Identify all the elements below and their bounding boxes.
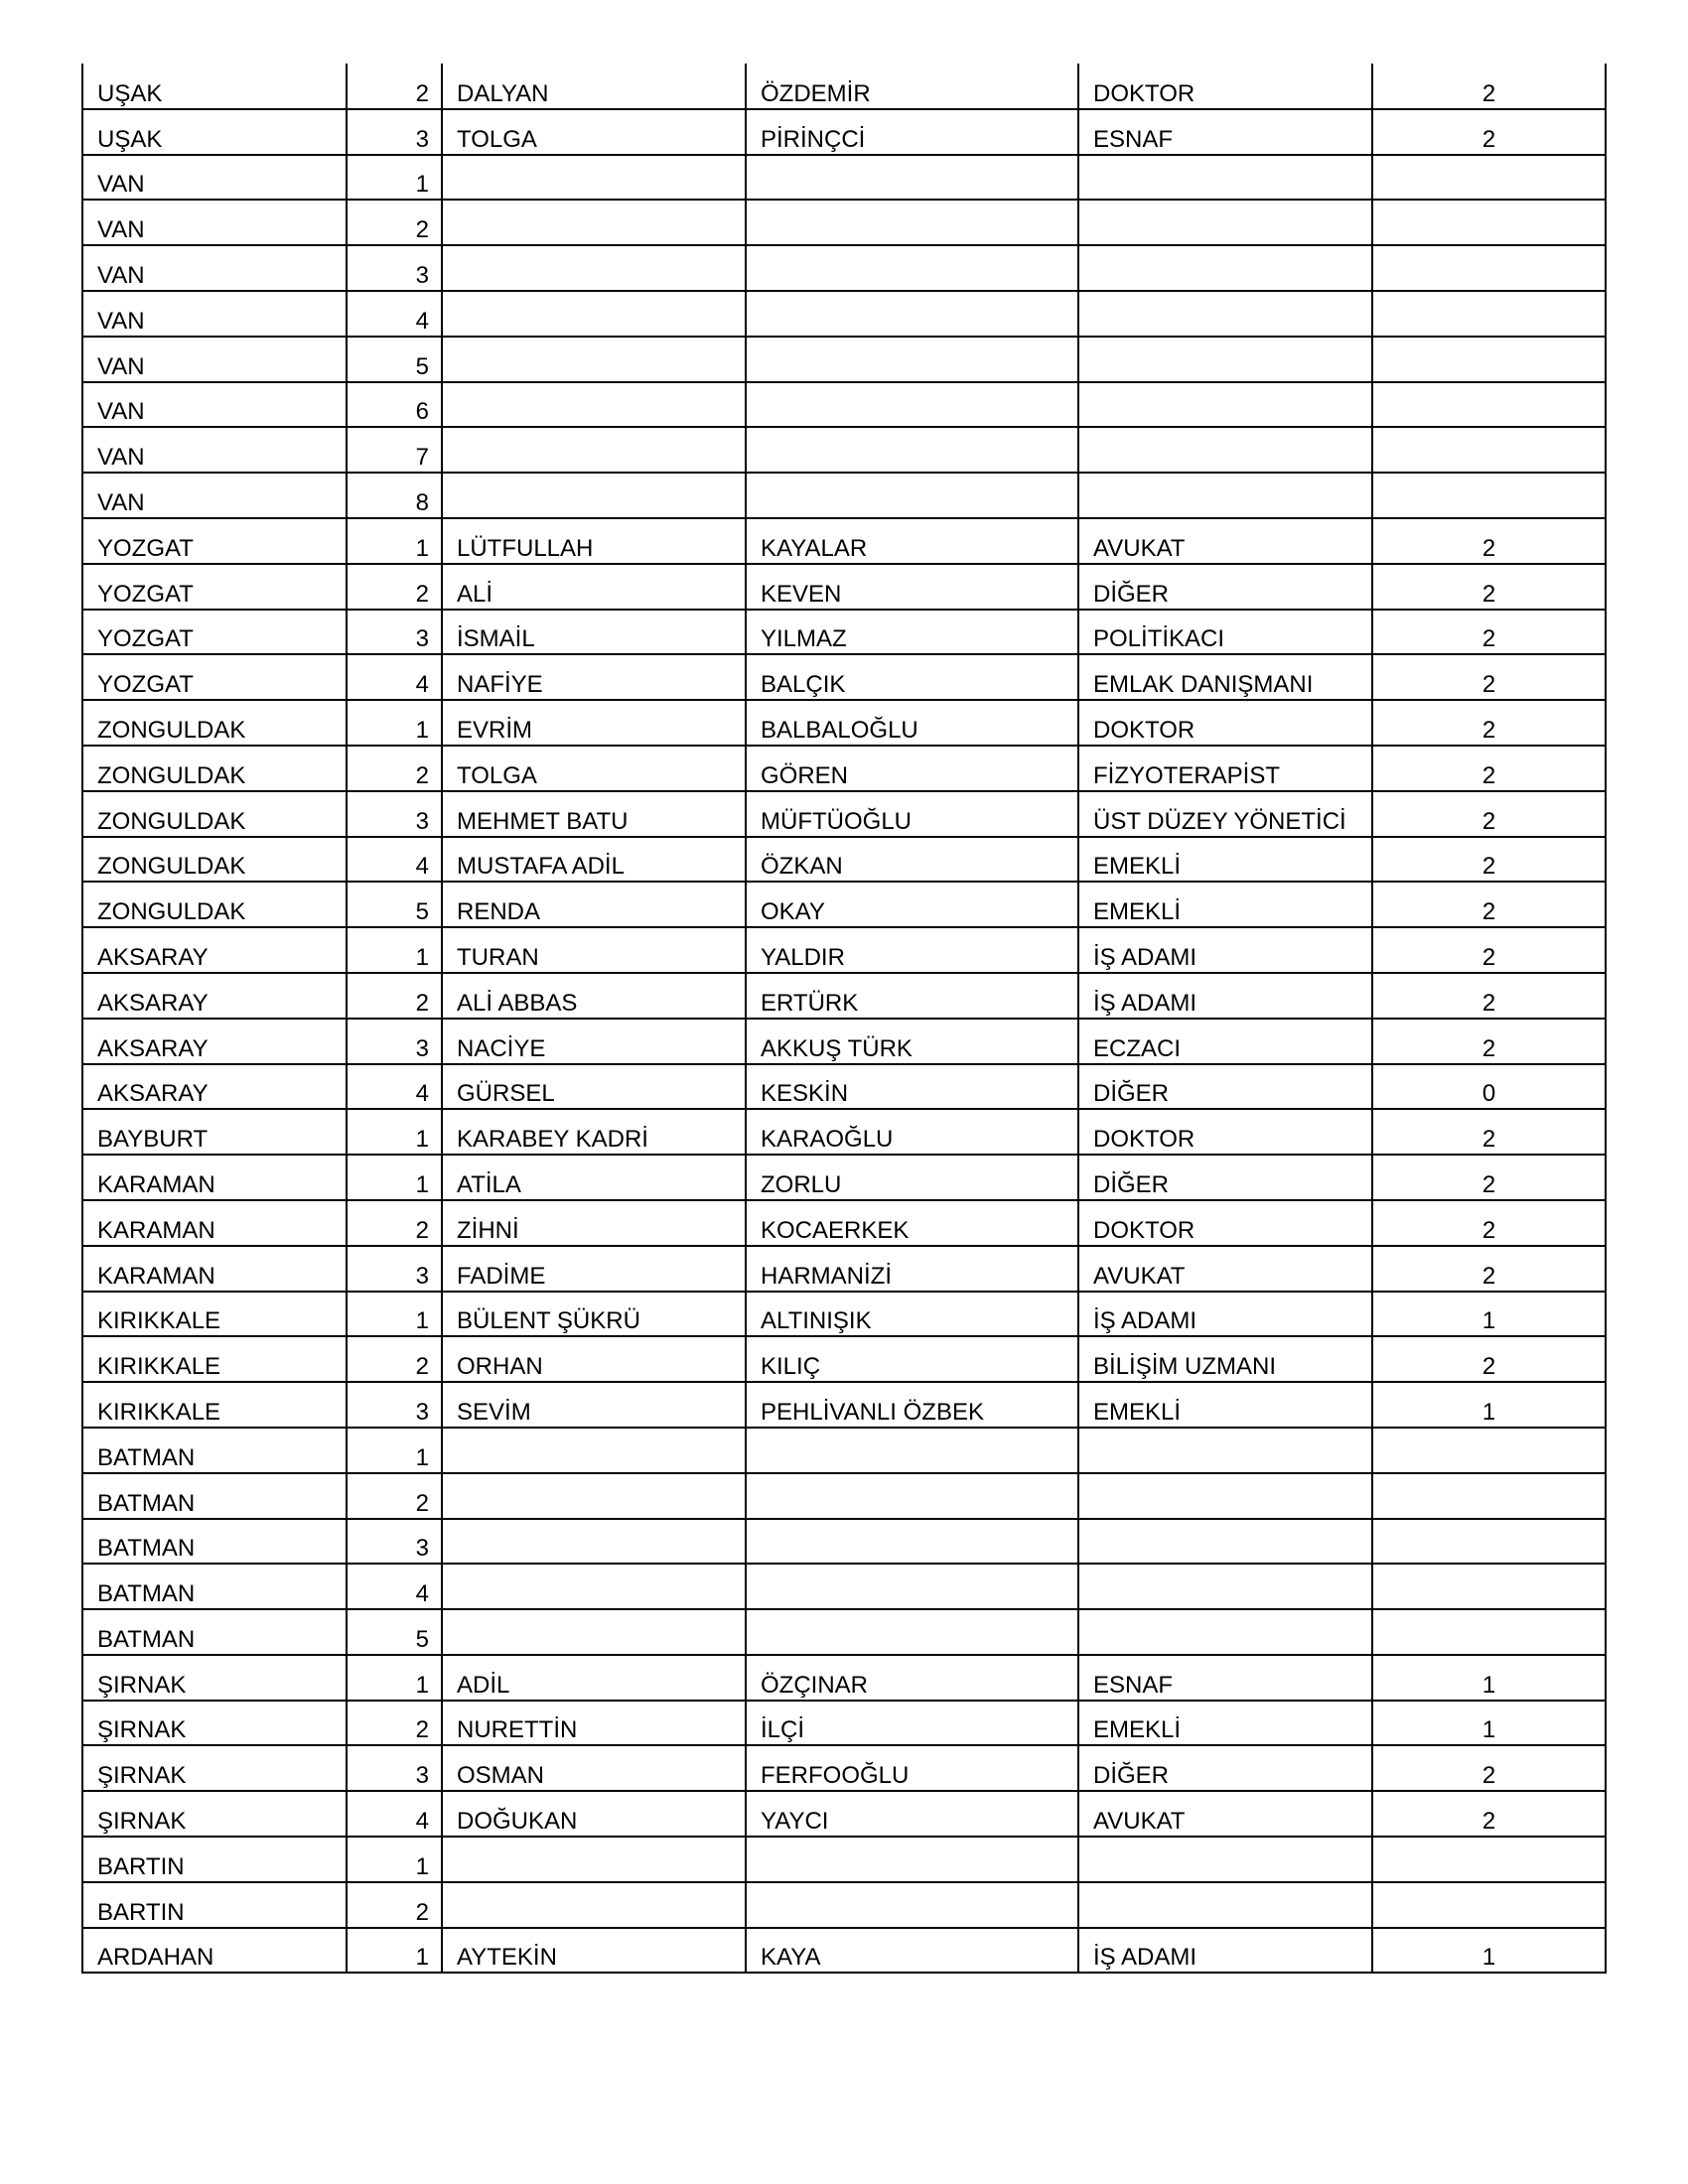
province-cell: VAN xyxy=(82,473,347,518)
surname-cell: KARAOĞLU xyxy=(746,1109,1078,1155)
surname-cell: ÖZDEMİR xyxy=(746,64,1078,109)
order-number-cell: 3 xyxy=(347,1745,442,1791)
first-name-cell: İSMAİL xyxy=(442,610,746,655)
order-number-cell: 1 xyxy=(347,1292,442,1337)
order-number-cell: 2 xyxy=(347,200,442,245)
order-number-cell: 2 xyxy=(347,1336,442,1382)
value-cell: 2 xyxy=(1372,973,1606,1019)
first-name-cell: TOLGA xyxy=(442,746,746,791)
table-row xyxy=(82,654,1606,700)
occupation-cell: İŞ ADAMI xyxy=(1078,973,1372,1019)
table-row xyxy=(82,109,1606,155)
province-cell: VAN xyxy=(82,245,347,291)
occupation-cell: EMEKLİ xyxy=(1078,1382,1372,1428)
first-name-cell: BÜLENT ŞÜKRÜ xyxy=(442,1292,746,1337)
table-row xyxy=(82,564,1606,610)
first-name-cell xyxy=(442,337,746,382)
order-number-cell: 5 xyxy=(347,882,442,927)
value-cell xyxy=(1372,337,1606,382)
occupation-cell xyxy=(1078,1564,1372,1609)
occupation-cell: FİZYOTERAPİST xyxy=(1078,746,1372,791)
occupation-cell: DİĞER xyxy=(1078,1064,1372,1110)
first-name-cell: KARABEY KADRİ xyxy=(442,1109,746,1155)
occupation-cell xyxy=(1078,155,1372,201)
province-cell: UŞAK xyxy=(82,109,347,155)
order-number-cell: 1 xyxy=(347,1928,442,1974)
value-cell xyxy=(1372,427,1606,473)
table-row xyxy=(82,1564,1606,1609)
surname-cell: PİRİNÇCİ xyxy=(746,109,1078,155)
occupation-cell: EMEKLİ xyxy=(1078,1701,1372,1746)
order-number-cell: 2 xyxy=(347,1701,442,1746)
value-cell: 1 xyxy=(1372,1928,1606,1974)
province-cell: VAN xyxy=(82,337,347,382)
table-row xyxy=(82,927,1606,973)
order-number-cell: 3 xyxy=(347,109,442,155)
first-name-cell: RENDA xyxy=(442,882,746,927)
order-number-cell: 2 xyxy=(347,564,442,610)
surname-cell xyxy=(746,200,1078,245)
surname-cell: HARMANİZİ xyxy=(746,1246,1078,1292)
table-row xyxy=(82,1155,1606,1200)
table-row xyxy=(82,473,1606,518)
occupation-cell: AVUKAT xyxy=(1078,1246,1372,1292)
first-name-cell: ADİL xyxy=(442,1655,746,1701)
occupation-cell: EMEKLİ xyxy=(1078,837,1372,883)
occupation-cell: ESNAF xyxy=(1078,109,1372,155)
province-cell: BATMAN xyxy=(82,1428,347,1473)
occupation-cell: AVUKAT xyxy=(1078,518,1372,564)
surname-cell: BALÇIK xyxy=(746,654,1078,700)
first-name-cell: TOLGA xyxy=(442,109,746,155)
order-number-cell: 4 xyxy=(347,1064,442,1110)
order-number-cell: 4 xyxy=(347,1791,442,1837)
province-cell: KARAMAN xyxy=(82,1155,347,1200)
order-number-cell: 3 xyxy=(347,610,442,655)
first-name-cell: AYTEKİN xyxy=(442,1928,746,1974)
table-row xyxy=(82,1200,1606,1246)
first-name-cell: ZİHNİ xyxy=(442,1200,746,1246)
value-cell xyxy=(1372,1473,1606,1519)
province-cell: KIRIKKALE xyxy=(82,1382,347,1428)
first-name-cell: NAFİYE xyxy=(442,654,746,700)
first-name-cell xyxy=(442,1428,746,1473)
order-number-cell: 2 xyxy=(347,1200,442,1246)
value-cell: 2 xyxy=(1372,882,1606,927)
province-cell: ŞIRNAK xyxy=(82,1745,347,1791)
province-cell: AKSARAY xyxy=(82,973,347,1019)
first-name-cell: NACİYE xyxy=(442,1019,746,1064)
value-cell: 2 xyxy=(1372,654,1606,700)
province-cell: ZONGULDAK xyxy=(82,882,347,927)
table-row xyxy=(82,882,1606,927)
value-cell: 1 xyxy=(1372,1655,1606,1701)
surname-cell xyxy=(746,155,1078,201)
first-name-cell xyxy=(442,1837,746,1882)
occupation-cell xyxy=(1078,1519,1372,1565)
first-name-cell: NURETTİN xyxy=(442,1701,746,1746)
first-name-cell xyxy=(442,1519,746,1565)
province-cell: BATMAN xyxy=(82,1609,347,1655)
order-number-cell: 2 xyxy=(347,973,442,1019)
value-cell xyxy=(1372,245,1606,291)
value-cell xyxy=(1372,1837,1606,1882)
surname-cell: KILIÇ xyxy=(746,1336,1078,1382)
surname-cell xyxy=(746,1519,1078,1565)
table-row xyxy=(82,291,1606,337)
order-number-cell: 1 xyxy=(347,1109,442,1155)
surname-cell: ÖZÇINAR xyxy=(746,1655,1078,1701)
province-cell: YOZGAT xyxy=(82,564,347,610)
first-name-cell: ALİ xyxy=(442,564,746,610)
table-row xyxy=(82,1745,1606,1791)
surname-cell xyxy=(746,337,1078,382)
table-row xyxy=(82,1428,1606,1473)
order-number-cell: 4 xyxy=(347,291,442,337)
value-cell: 0 xyxy=(1372,1064,1606,1110)
table-row xyxy=(82,1928,1606,1974)
surname-cell xyxy=(746,1564,1078,1609)
occupation-cell: EMLAK DANIŞMANI xyxy=(1078,654,1372,700)
value-cell: 2 xyxy=(1372,64,1606,109)
surname-cell: YILMAZ xyxy=(746,610,1078,655)
province-cell: ZONGULDAK xyxy=(82,837,347,883)
surname-cell: ZORLU xyxy=(746,1155,1078,1200)
order-number-cell: 4 xyxy=(347,1564,442,1609)
table-row xyxy=(82,337,1606,382)
occupation-cell: İŞ ADAMI xyxy=(1078,927,1372,973)
value-cell xyxy=(1372,1519,1606,1565)
province-cell: VAN xyxy=(82,382,347,428)
order-number-cell: 1 xyxy=(347,1837,442,1882)
surname-cell: AKKUŞ TÜRK xyxy=(746,1019,1078,1064)
order-number-cell: 8 xyxy=(347,473,442,518)
province-cell: VAN xyxy=(82,427,347,473)
order-number-cell: 1 xyxy=(347,1655,442,1701)
occupation-cell xyxy=(1078,200,1372,245)
table-row xyxy=(82,200,1606,245)
table-row xyxy=(82,973,1606,1019)
value-cell: 2 xyxy=(1372,109,1606,155)
first-name-cell xyxy=(442,1473,746,1519)
table-row xyxy=(82,700,1606,746)
surname-cell: ERTÜRK xyxy=(746,973,1078,1019)
first-name-cell xyxy=(442,427,746,473)
table-row xyxy=(82,245,1606,291)
table-row xyxy=(82,1382,1606,1428)
order-number-cell: 2 xyxy=(347,1882,442,1928)
value-cell xyxy=(1372,155,1606,201)
province-cell: UŞAK xyxy=(82,64,347,109)
table-row xyxy=(82,837,1606,883)
surname-cell: KAYALAR xyxy=(746,518,1078,564)
value-cell: 2 xyxy=(1372,700,1606,746)
province-cell: KIRIKKALE xyxy=(82,1336,347,1382)
province-cell: YOZGAT xyxy=(82,610,347,655)
value-cell: 2 xyxy=(1372,1246,1606,1292)
occupation-cell: AVUKAT xyxy=(1078,1791,1372,1837)
surname-cell: OKAY xyxy=(746,882,1078,927)
value-cell: 2 xyxy=(1372,564,1606,610)
value-cell xyxy=(1372,1882,1606,1928)
order-number-cell: 5 xyxy=(347,337,442,382)
order-number-cell: 6 xyxy=(347,382,442,428)
table-row xyxy=(82,1064,1606,1110)
value-cell: 2 xyxy=(1372,927,1606,973)
order-number-cell: 1 xyxy=(347,1155,442,1200)
first-name-cell: ATİLA xyxy=(442,1155,746,1200)
occupation-cell xyxy=(1078,1882,1372,1928)
table-row xyxy=(82,746,1606,791)
province-cell: YOZGAT xyxy=(82,654,347,700)
value-cell xyxy=(1372,1609,1606,1655)
order-number-cell: 1 xyxy=(347,1428,442,1473)
first-name-cell: LÜTFULLAH xyxy=(442,518,746,564)
order-number-cell: 1 xyxy=(347,927,442,973)
table-row xyxy=(82,1701,1606,1746)
surname-cell xyxy=(746,1609,1078,1655)
value-cell: 2 xyxy=(1372,610,1606,655)
occupation-cell: DOKTOR xyxy=(1078,1200,1372,1246)
order-number-cell: 3 xyxy=(347,245,442,291)
surname-cell: MÜFTÜOĞLU xyxy=(746,791,1078,837)
value-cell xyxy=(1372,200,1606,245)
first-name-cell: DALYAN xyxy=(442,64,746,109)
value-cell: 1 xyxy=(1372,1382,1606,1428)
occupation-cell: İŞ ADAMI xyxy=(1078,1928,1372,1974)
surname-cell: FERFOOĞLU xyxy=(746,1745,1078,1791)
value-cell: 2 xyxy=(1372,837,1606,883)
order-number-cell: 5 xyxy=(347,1609,442,1655)
occupation-cell: BİLİŞİM UZMANI xyxy=(1078,1336,1372,1382)
table-row xyxy=(82,1609,1606,1655)
first-name-cell: GÜRSEL xyxy=(442,1064,746,1110)
value-cell: 2 xyxy=(1372,1745,1606,1791)
table-row xyxy=(82,155,1606,201)
order-number-cell: 2 xyxy=(347,746,442,791)
order-number-cell: 3 xyxy=(347,791,442,837)
value-cell: 1 xyxy=(1372,1701,1606,1746)
occupation-cell: POLİTİKACI xyxy=(1078,610,1372,655)
province-cell: ARDAHAN xyxy=(82,1928,347,1974)
order-number-cell: 1 xyxy=(347,518,442,564)
value-cell: 2 xyxy=(1372,1109,1606,1155)
surname-cell: YAYCI xyxy=(746,1791,1078,1837)
table-row xyxy=(82,1336,1606,1382)
first-name-cell: OSMAN xyxy=(442,1745,746,1791)
first-name-cell: TURAN xyxy=(442,927,746,973)
occupation-cell: DOKTOR xyxy=(1078,64,1372,109)
province-cell: BATMAN xyxy=(82,1519,347,1565)
first-name-cell: FADİME xyxy=(442,1246,746,1292)
first-name-cell xyxy=(442,382,746,428)
occupation-cell: ECZACI xyxy=(1078,1019,1372,1064)
value-cell: 2 xyxy=(1372,791,1606,837)
value-cell: 1 xyxy=(1372,1292,1606,1337)
province-cell: ŞIRNAK xyxy=(82,1655,347,1701)
first-name-cell: ORHAN xyxy=(442,1336,746,1382)
first-name-cell xyxy=(442,155,746,201)
surname-cell: BALBALOĞLU xyxy=(746,700,1078,746)
first-name-cell xyxy=(442,200,746,245)
occupation-cell xyxy=(1078,1837,1372,1882)
order-number-cell: 7 xyxy=(347,427,442,473)
table-row xyxy=(82,382,1606,428)
candidate-table-body xyxy=(82,64,1606,1973)
table-row xyxy=(82,518,1606,564)
occupation-cell: ÜST DÜZEY YÖNETİCİ xyxy=(1078,791,1372,837)
surname-cell: ALTINIŞIK xyxy=(746,1292,1078,1337)
value-cell: 2 xyxy=(1372,746,1606,791)
table-row xyxy=(82,1519,1606,1565)
value-cell xyxy=(1372,382,1606,428)
occupation-cell: İŞ ADAMI xyxy=(1078,1292,1372,1337)
first-name-cell: ALİ ABBAS xyxy=(442,973,746,1019)
occupation-cell: EMEKLİ xyxy=(1078,882,1372,927)
surname-cell xyxy=(746,1882,1078,1928)
surname-cell xyxy=(746,291,1078,337)
province-cell: BATMAN xyxy=(82,1473,347,1519)
order-number-cell: 1 xyxy=(347,155,442,201)
order-number-cell: 2 xyxy=(347,1473,442,1519)
value-cell xyxy=(1372,473,1606,518)
province-cell: BAYBURT xyxy=(82,1109,347,1155)
value-cell: 2 xyxy=(1372,1791,1606,1837)
first-name-cell xyxy=(442,1609,746,1655)
surname-cell: YALDIR xyxy=(746,927,1078,973)
first-name-cell: EVRİM xyxy=(442,700,746,746)
province-cell: BATMAN xyxy=(82,1564,347,1609)
surname-cell: GÖREN xyxy=(746,746,1078,791)
order-number-cell: 4 xyxy=(347,654,442,700)
province-cell: BARTIN xyxy=(82,1837,347,1882)
first-name-cell: MUSTAFA ADİL xyxy=(442,837,746,883)
table-row xyxy=(82,1292,1606,1337)
order-number-cell: 1 xyxy=(347,700,442,746)
occupation-cell xyxy=(1078,337,1372,382)
province-cell: ZONGULDAK xyxy=(82,791,347,837)
table-row xyxy=(82,1019,1606,1064)
order-number-cell: 3 xyxy=(347,1519,442,1565)
order-number-cell: 2 xyxy=(347,64,442,109)
occupation-cell: DİĞER xyxy=(1078,564,1372,610)
province-cell: KIRIKKALE xyxy=(82,1292,347,1337)
province-cell: ŞIRNAK xyxy=(82,1701,347,1746)
surname-cell xyxy=(746,1473,1078,1519)
value-cell xyxy=(1372,1564,1606,1609)
occupation-cell: DOKTOR xyxy=(1078,700,1372,746)
surname-cell: KESKİN xyxy=(746,1064,1078,1110)
province-cell: KARAMAN xyxy=(82,1246,347,1292)
province-cell: AKSARAY xyxy=(82,1064,347,1110)
first-name-cell xyxy=(442,291,746,337)
order-number-cell: 3 xyxy=(347,1246,442,1292)
surname-cell: PEHLİVANLI ÖZBEK xyxy=(746,1382,1078,1428)
surname-cell: İLÇİ xyxy=(746,1701,1078,1746)
order-number-cell: 3 xyxy=(347,1019,442,1064)
first-name-cell xyxy=(442,1882,746,1928)
occupation-cell: DİĞER xyxy=(1078,1155,1372,1200)
value-cell xyxy=(1372,291,1606,337)
value-cell: 2 xyxy=(1372,1155,1606,1200)
table-row xyxy=(82,1109,1606,1155)
occupation-cell: DİĞER xyxy=(1078,1745,1372,1791)
table-row xyxy=(82,1882,1606,1928)
province-cell: ŞIRNAK xyxy=(82,1791,347,1837)
first-name-cell: MEHMET BATU xyxy=(442,791,746,837)
occupation-cell xyxy=(1078,1609,1372,1655)
value-cell xyxy=(1372,1428,1606,1473)
first-name-cell xyxy=(442,245,746,291)
table-row xyxy=(82,791,1606,837)
occupation-cell: ESNAF xyxy=(1078,1655,1372,1701)
surname-cell: ÖZKAN xyxy=(746,837,1078,883)
surname-cell xyxy=(746,473,1078,518)
first-name-cell xyxy=(442,473,746,518)
occupation-cell xyxy=(1078,1428,1372,1473)
first-name-cell: SEVİM xyxy=(442,1382,746,1428)
occupation-cell xyxy=(1078,1473,1372,1519)
table-row xyxy=(82,64,1606,109)
province-cell: KARAMAN xyxy=(82,1200,347,1246)
province-cell: YOZGAT xyxy=(82,518,347,564)
table-row xyxy=(82,610,1606,655)
surname-cell xyxy=(746,245,1078,291)
province-cell: AKSARAY xyxy=(82,927,347,973)
surname-cell: KAYA xyxy=(746,1928,1078,1974)
occupation-cell: DOKTOR xyxy=(1078,1109,1372,1155)
occupation-cell xyxy=(1078,291,1372,337)
table-row xyxy=(82,1837,1606,1882)
table-row xyxy=(82,1655,1606,1701)
province-cell: ZONGULDAK xyxy=(82,746,347,791)
value-cell: 2 xyxy=(1372,518,1606,564)
first-name-cell xyxy=(442,1564,746,1609)
value-cell: 2 xyxy=(1372,1200,1606,1246)
candidate-table xyxy=(81,64,1607,1974)
first-name-cell: DOĞUKAN xyxy=(442,1791,746,1837)
province-cell: AKSARAY xyxy=(82,1019,347,1064)
table-row xyxy=(82,1791,1606,1837)
table-row xyxy=(82,1246,1606,1292)
order-number-cell: 3 xyxy=(347,1382,442,1428)
surname-cell: KOCAERKEK xyxy=(746,1200,1078,1246)
occupation-cell xyxy=(1078,382,1372,428)
surname-cell xyxy=(746,427,1078,473)
order-number-cell: 4 xyxy=(347,837,442,883)
province-cell: VAN xyxy=(82,291,347,337)
surname-cell xyxy=(746,1428,1078,1473)
province-cell: BARTIN xyxy=(82,1882,347,1928)
province-cell: VAN xyxy=(82,200,347,245)
province-cell: ZONGULDAK xyxy=(82,700,347,746)
province-cell: VAN xyxy=(82,155,347,201)
occupation-cell xyxy=(1078,473,1372,518)
value-cell: 2 xyxy=(1372,1336,1606,1382)
occupation-cell xyxy=(1078,427,1372,473)
occupation-cell xyxy=(1078,245,1372,291)
value-cell: 2 xyxy=(1372,1019,1606,1064)
table-row xyxy=(82,1473,1606,1519)
surname-cell xyxy=(746,382,1078,428)
table-row xyxy=(82,427,1606,473)
surname-cell xyxy=(746,1837,1078,1882)
surname-cell: KEVEN xyxy=(746,564,1078,610)
